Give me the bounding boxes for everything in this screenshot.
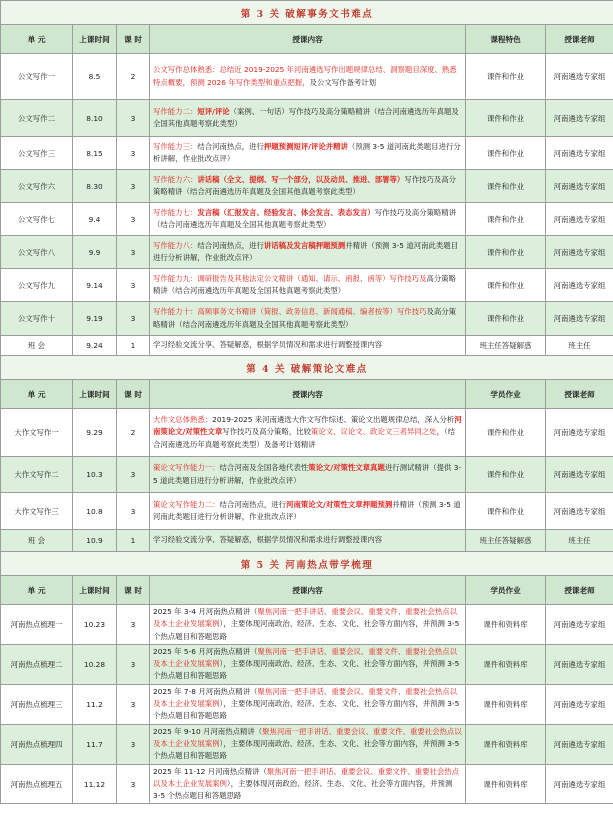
column-header-feature: 课程特色: [466, 25, 546, 54]
content-segment: 策论文写作能力一：: [153, 463, 220, 473]
content-segment: 高分策略精讲（结合河南遴选历年真题及全国其他真题考察此类型）: [153, 273, 457, 295]
homework-cell: 课件和资料库: [466, 684, 546, 724]
feature-cell: 课件和作业: [466, 100, 546, 137]
content-segment: 2025 年 3-4 月河南热点精讲（: [153, 607, 258, 616]
section-title-row: [1, 1, 613, 25]
date-cell: 8.5: [73, 54, 117, 100]
content-cell: [150, 684, 466, 724]
content-segment: ），主要体现河南政治、经济、生态、文化、社会等方面内容，并预测 3-5 个热点题目和答题思路: [153, 659, 460, 681]
date-cell: 11.7: [73, 724, 117, 764]
section-title-row: [1, 552, 613, 576]
content-cell: [150, 409, 466, 457]
table-row: [1, 236, 613, 269]
hours-cell: 3: [117, 724, 150, 764]
homework-cell: 课件和作业: [466, 493, 546, 530]
table-row: [1, 724, 613, 764]
column-header-homework: 学员作业: [466, 576, 546, 605]
content-segment: 并精讲（预测 3-5 道河南此类题目进行分析讲解，作业批改点评）: [153, 240, 459, 262]
date-cell: 10.3: [73, 457, 117, 493]
unit-cell: 大作文写作二: [1, 457, 73, 493]
table-row: [1, 644, 613, 684]
feature-cell: 课件和作业: [466, 54, 546, 100]
table-row: [1, 302, 613, 336]
unit-cell: 河南热点梳理三: [1, 684, 73, 724]
date-cell: 8.10: [73, 100, 117, 137]
column-header-homework: 学员作业: [466, 380, 546, 409]
content-segment: 学习经验交流分享、答疑解惑，根据学员情况和需求进行调整授课内容: [153, 340, 383, 350]
date-cell: 10.8: [73, 493, 117, 530]
homework-cell: 课件和资料库: [466, 724, 546, 764]
content-segment: 押题预测短评/评论并精讲: [263, 141, 348, 151]
content-segment: 写作能力八：: [153, 240, 198, 250]
date-cell: 9.29: [73, 409, 117, 457]
table-row: [1, 409, 613, 457]
unit-cell: 公文写作一: [1, 54, 73, 100]
table-row: [1, 530, 613, 552]
content-segment: ），主要体现河南政治、经济、生态、文化、社会等方面内容，并预测 3-5 个热点题目和答题思路: [153, 778, 453, 801]
content-segment: 及公文写作备考计划: [309, 77, 377, 87]
column-header-teacher: 授课老师: [546, 25, 613, 54]
unit-cell: 河南热点梳理一: [1, 605, 73, 645]
hours-cell: 1: [117, 336, 150, 356]
content-segment: 河南策论文/对策性文章押题预测: [286, 499, 393, 509]
table-row: [1, 269, 613, 302]
content-segment: 2019-2025 来河南遴选大作文写作综述、策论文出题规律总结，深入分析: [212, 415, 455, 425]
content-segment: 策论文写作能力二：: [153, 499, 220, 509]
unit-cell: 公文写作二: [1, 100, 73, 137]
feature-cell: 课件和作业: [466, 236, 546, 269]
content-cell: [150, 137, 466, 170]
content-cell: [150, 336, 466, 356]
section-title-cell: [1, 356, 613, 380]
content-segment: 公文写作总体熟悉：总结近 2019-2025 年河南遴选写作出题规律总结、洞察题目深度、熟悉特点概要，预测 2026 年写作类型和重点把握，: [153, 65, 457, 87]
content-cell: [150, 100, 466, 137]
content-segment: 写作技巧及高分策略精讲（结合河南遴选历年真题及全国其他真题考察此类型）: [153, 207, 457, 229]
unit-cell: 班 会: [1, 336, 73, 356]
hours-cell: 2: [117, 409, 150, 457]
content-cell: [150, 302, 466, 336]
content-segment: 2025 年 9-10 月河南热点精讲（: [153, 726, 263, 736]
content-segment: 结合河南热点，进行: [197, 141, 264, 151]
teacher-cell: 河南遴选专家组: [546, 684, 613, 724]
content-segment: 2025 年 5-6 月河南热点精讲（: [153, 646, 258, 656]
column-header-unit: 单 元: [1, 25, 73, 54]
teacher-cell: 河南遴选专家组: [546, 269, 613, 302]
hours-cell: 3: [117, 457, 150, 493]
teacher-cell: 班主任: [546, 530, 613, 552]
content-segment: 聚焦河南一把手讲话、重要会议、重要文件、重要社会热点以及本土企业发展案例: [153, 646, 458, 669]
section-title-row: [1, 356, 613, 380]
table-row: [1, 54, 613, 100]
content-segment: 结合河南及全国各地代表性: [219, 463, 309, 473]
content-segment: 聚焦河南一把手讲话、重要会议、重要文件、重要社会热点以及本土企业发展案例: [153, 607, 458, 629]
hours-cell: 1: [117, 530, 150, 552]
column-header-hours: 课 时: [117, 380, 150, 409]
table-row: [1, 764, 613, 804]
column-header-unit: 单 元: [1, 380, 73, 409]
unit-cell: 公文写作八: [1, 236, 73, 269]
table-body: [1, 1, 613, 804]
homework-cell: 课件和资料库: [466, 764, 546, 804]
content-segment: 进行测试精讲（提供 3-5 道此类题目进行分析讲解，作业批改点评）: [153, 463, 462, 485]
hours-cell: 3: [117, 203, 150, 236]
content-segment: 写作能力二：: [153, 106, 198, 116]
content-segment: 写作技巧及高分策略，比较: [222, 427, 311, 437]
teacher-cell: 河南遴选专家组: [546, 137, 613, 170]
section-title: 第 4 关 破解策论文难点: [246, 363, 368, 375]
hours-cell: 3: [117, 137, 150, 170]
content-segment: 结合河南热点，进行: [197, 240, 264, 250]
content-cell: [150, 493, 466, 530]
feature-cell: 班主任答疑解惑: [466, 336, 546, 356]
unit-cell: 河南热点梳理四: [1, 724, 73, 764]
hours-cell: 3: [117, 764, 150, 804]
hours-cell: 3: [117, 236, 150, 269]
content-segment: 聚焦河南一把手讲话、重要会议、重要文件、重要社会热点以及本土企业发展案例: [153, 726, 462, 748]
homework-cell: 课件和作业: [466, 409, 546, 457]
content-segment: 2025 年 11-12 月河南热点精讲（: [153, 766, 267, 776]
content-segment: 策论文、议论文、政论文三者异同之处: [310, 427, 437, 437]
content-segment: 写作能力三：: [153, 141, 198, 151]
content-segment: 及高分策略精讲（结合河南遴选历年真题及全国其他真题考察此类型）: [153, 307, 457, 329]
content-cell: [150, 724, 466, 764]
column-header-date: 上课时间: [73, 25, 117, 54]
unit-cell: 公文写作九: [1, 269, 73, 302]
feature-cell: 课件和作业: [466, 269, 546, 302]
date-cell: 9.4: [73, 203, 117, 236]
table-row: [1, 203, 613, 236]
unit-cell: 河南热点梳理二: [1, 644, 73, 684]
date-cell: 9.14: [73, 269, 117, 302]
content-segment: 短评/评论: [197, 106, 230, 116]
teacher-cell: 河南遴选专家组: [546, 203, 613, 236]
content-segment: 大作文总体熟悉：: [153, 415, 213, 425]
content-cell: [150, 269, 466, 302]
hours-cell: 3: [117, 605, 150, 645]
homework-cell: 班主任答疑解惑: [466, 530, 546, 552]
content-segment: 结合河南热点，进行: [219, 499, 287, 509]
teacher-cell: 河南遴选专家组: [546, 54, 613, 100]
date-cell: 10.9: [73, 530, 117, 552]
content-segment: 写作能力六：: [153, 174, 198, 184]
homework-cell: 课件和资料库: [466, 644, 546, 684]
content-cell: [150, 530, 466, 552]
table-row: [1, 493, 613, 530]
section-title: 第 5 关 河南热点带学梳理: [240, 559, 374, 571]
content-cell: [150, 236, 466, 269]
date-cell: 8.30: [73, 170, 117, 203]
content-segment: 并精讲（预测 3-5 道河南此类题目进行分析讲解，作业批改点评）: [153, 499, 461, 521]
unit-cell: 河南热点梳理五: [1, 764, 73, 804]
table-row: [1, 137, 613, 170]
teacher-cell: 河南遴选专家组: [546, 605, 613, 645]
teacher-cell: 河南遴选专家组: [546, 724, 613, 764]
unit-cell: 公文写作六: [1, 170, 73, 203]
content-segment: ），主要体现河南政治、经济、生态、文化、社会等方面内容，并预测 3-5 个热点题目和答题思路: [153, 699, 460, 721]
content-segment: （案例、一句话）写作技巧及高分策略精讲（结合河南遴选历年真题及全国其他真题考察此类型）: [153, 106, 459, 128]
content-segment: 策论文/对策性文章真题: [308, 463, 385, 473]
table-row: [1, 336, 613, 356]
content-segment: 写作技巧及高分策略精讲（结合河南遴选历年真题及全国其他真题考察此类型）: [153, 174, 457, 196]
homework-cell: 课件和作业: [466, 457, 546, 493]
feature-cell: 课件和作业: [466, 203, 546, 236]
content-segment: 讲话稿（全文、提纲、写一个部分，以及动员、推进、部署等）: [197, 174, 405, 184]
header-row: [1, 576, 613, 605]
section-title-cell: [1, 552, 613, 576]
column-header-hours: 课 时: [117, 576, 150, 605]
content-segment: ），主要体现河南政治、经济、生态、文化、社会等方面内容，并预测 3-5 个热点题目和答题思路: [153, 619, 460, 641]
hours-cell: 3: [117, 644, 150, 684]
column-header-date: 上课时间: [73, 576, 117, 605]
column-header-date: 上课时间: [73, 380, 117, 409]
date-cell: 10.28: [73, 644, 117, 684]
hours-cell: 3: [117, 493, 150, 530]
unit-cell: 班 会: [1, 530, 73, 552]
content-segment: 写作能力九：调研报告及其他法定公文精讲（通知、请示、函报、函等）写作技巧及: [153, 273, 427, 283]
hours-cell: 3: [117, 302, 150, 336]
teacher-cell: 河南遴选专家组: [546, 764, 613, 804]
feature-cell: 课件和作业: [466, 302, 546, 336]
date-cell: 10.23: [73, 605, 117, 645]
column-header-content: 授课内容: [150, 25, 466, 54]
unit-cell: 公文写作七: [1, 203, 73, 236]
teacher-cell: 河南遴选专家组: [546, 100, 613, 137]
content-segment: 2025 年 7-8 月河南热点精讲（: [153, 686, 258, 696]
section-title-cell: [1, 1, 613, 25]
date-cell: 9.19: [73, 302, 117, 336]
content-segment: 学习经验交流分享、答疑解惑，根据学员情况和需求进行调整授课内容: [153, 535, 383, 545]
content-cell: [150, 764, 466, 804]
date-cell: 11.12: [73, 764, 117, 804]
content-cell: [150, 54, 466, 100]
column-header-teacher: 授课老师: [546, 576, 613, 605]
date-cell: 9.9: [73, 236, 117, 269]
content-segment: 河南策论文/对策性文章: [153, 415, 462, 437]
teacher-cell: 河南遴选专家组: [546, 236, 613, 269]
content-cell: [150, 457, 466, 493]
content-segment: 写作能力七：: [153, 207, 198, 217]
date-cell: 8.15: [73, 137, 117, 170]
column-header-teacher: 授课老师: [546, 380, 613, 409]
column-header-content: 授课内容: [150, 380, 466, 409]
content-segment: 写作能力十：高频事务文书精讲（简报、政务信息、新闻通稿、编者按等）写作技巧: [153, 307, 427, 317]
hours-cell: 3: [117, 100, 150, 137]
content-segment: 讲话稿及发言稿押题预测: [263, 240, 346, 250]
content-segment: ，（结合河南遴选历年真题考察此类型）及备考计划精讲: [153, 427, 456, 449]
content-cell: [150, 203, 466, 236]
hours-cell: 3: [117, 269, 150, 302]
date-cell: 11.2: [73, 684, 117, 724]
unit-cell: 公文写作十: [1, 302, 73, 336]
teacher-cell: 河南遴选专家组: [546, 457, 613, 493]
teacher-cell: 河南遴选专家组: [546, 493, 613, 530]
content-cell: [150, 170, 466, 203]
hours-cell: 3: [117, 684, 150, 724]
homework-cell: 课件和资料库: [466, 605, 546, 645]
hours-cell: 2: [117, 54, 150, 100]
content-cell: [150, 605, 466, 645]
content-segment: （预测 3-5 道河南此类题目进行分析讲解，作业批改点评）: [153, 141, 461, 163]
teacher-cell: 河南遴选专家组: [546, 170, 613, 203]
column-header-content: 授课内容: [150, 576, 466, 605]
unit-cell: 大作文写作三: [1, 493, 73, 530]
header-row: [1, 380, 613, 409]
teacher-cell: 班主任: [546, 336, 613, 356]
section-title: 第 3 关 破解事务文书难点: [240, 8, 374, 20]
teacher-cell: 河南遴选专家组: [546, 302, 613, 336]
table-row: [1, 457, 613, 493]
teacher-cell: 河南遴选专家组: [546, 409, 613, 457]
table-row: [1, 170, 613, 203]
content-cell: [150, 644, 466, 684]
hours-cell: 3: [117, 170, 150, 203]
content-segment: ），主要体现河南政治、经济、生态、文化、社会等方面内容，并预测 3-5 个热点题目和答题思路: [153, 738, 460, 761]
column-header-unit: 单 元: [1, 576, 73, 605]
table-row: [1, 100, 613, 137]
date-cell: 9.24: [73, 336, 117, 356]
content-segment: 聚焦河南一把手讲话、重要会议、重要文件、重要社会热点以及本土企业发展案例: [153, 686, 458, 709]
feature-cell: 课件和作业: [466, 137, 546, 170]
header-row: [1, 25, 613, 54]
feature-cell: 课件和作业: [466, 170, 546, 203]
unit-cell: 大作文写作一: [1, 409, 73, 457]
teacher-cell: 河南遴选专家组: [546, 644, 613, 684]
table-row: [1, 684, 613, 724]
content-segment: 发言稿（汇报发言、经验发言、体会发言、表态发言）: [197, 207, 375, 217]
content-segment: 聚焦河南一把手讲话、重要会议、重要文件、重要社会热点以及本土企业发展案例: [153, 766, 460, 788]
column-header-hours: 课 时: [117, 25, 150, 54]
unit-cell: 公文写作三: [1, 137, 73, 170]
table-row: [1, 605, 613, 645]
